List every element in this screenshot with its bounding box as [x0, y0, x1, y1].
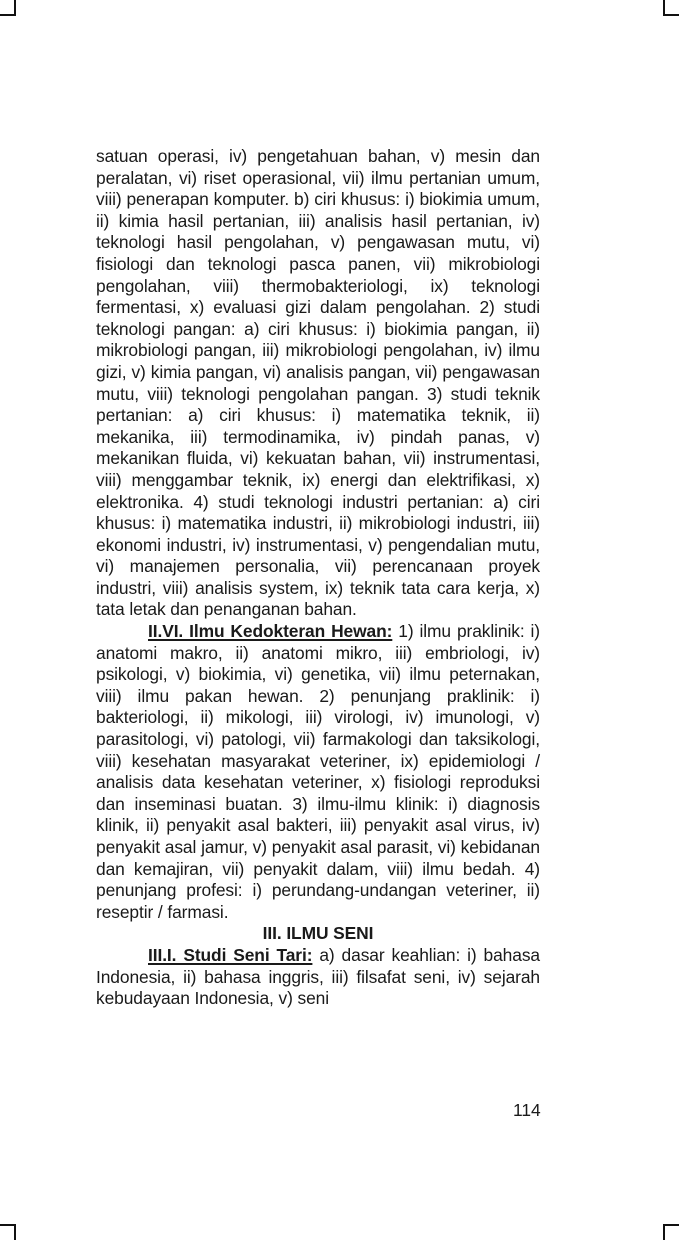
crop-mark-bottom-left — [0, 1224, 16, 1240]
crop-mark-top-right — [663, 0, 679, 16]
subsection-heading-kedokteran-hewan: II.VI. Ilmu Kedokteran Hewan: — [148, 621, 393, 642]
paragraph-seni-tari — [96, 945, 540, 1010]
paragraph-kedokteran-hewan — [96, 621, 540, 923]
subsection-text-seni-tari: a) dasar keahlian: i) bahasa Indonesia, ii) bahasa inggris, iii) filsafat seni, iv) sejarah kebudayaan Indonesia, v) seni — [96, 944, 540, 1009]
page-body — [96, 146, 540, 1010]
subsection-text-kedokteran-hewan: 1) ilmu praklinik: i) anatomi makro, ii) anatomi mikro, iii) embriologi, iv) psikologi, v) biokimia, vi) genetika, vii) ilmu peternakan, viii) ilmu pakan hewan. 2) penunjang praklinik: i) bakteriologi, ii) mikologi, iii) virologi, iv) imunologi, v) parasitologi, vi) patologi, vii) farmakologi dan taksikologi, viii) kesehatan masyarakat veteriner, ix) epidemiologi / analisis data kesehatan veteriner, x) fisiologi reproduksi dan inseminasi buatan. 3) ilmu-ilmu klinik: i) diagnosis klinik, ii) penyakit asal bakteri, iii) penyakit asal virus, iv) penyakit asal jamur, v) penyakit asal parasit, vi) kebidanan dan kemajiran, vii) penyakit dalam, viii) ilmu bedah. 4) penunjang profesi: i) perundang-undangan veteriner, ii) reseptir / farmasi. — [96, 621, 540, 922]
section-heading-ilmu-seni: III. ILMU SENI — [262, 923, 374, 944]
crop-mark-top-left — [0, 0, 16, 16]
page-number: 114 — [513, 1100, 541, 1120]
subsection-heading-seni-tari: III.I. Studi Seni Tari: — [148, 944, 313, 965]
crop-mark-bottom-right — [663, 1224, 679, 1240]
paragraph-continuation: satuan operasi, iv) pengetahuan bahan, v) mesin dan peralatan, vi) riset operasional, vii) ilmu pertanian umum, viii) penerapan komputer. b) ciri khusus: i) biokimia umum, ii) kimia hasil pertanian, iii) analisis hasil pertanian, iv) teknologi hasil pengolahan, v) pengawasan mutu, vi) fisiologi dan teknologi pasca panen, vii) mikrobiologi pengolahan, viii) thermobakteriologi, ix) teknologi fermentasi, x) evaluasi gizi dalam pengolahan. 2) studi teknologi pangan: a) ciri khusus: i) biokimia pangan, ii) mikrobiologi pangan, iii) mikrobiologi pengolahan, iv) ilmu gizi, v) kimia pangan, vi) analisis pangan, vii) pengawasan mutu, viii) teknologi pengolahan pangan. 3) studi teknik pertanian: a) ciri khusus: i) matematika teknik, ii) mekanika, iii) termodinamika, iv) pindah panas, v) mekanikan fluida, vi) kekuatan bahan, vii) instrumentasi, viii) menggambar teknik, ix) energi dan elektrifikasi, x) elektronika. 4) studi teknologi industri pertanian: a) ciri khusus: i) matematika industri, ii) mikrobiologi industri, iii) ekonomi industri, iv) instrumentasi, v) pengendalian mutu, vi) manajemen personalia, vii) perencanaan proyek industri, viii) analisis system, ix) teknik tata cara kerja, x) tata letak dan penanganan bahan. — [96, 146, 540, 620]
